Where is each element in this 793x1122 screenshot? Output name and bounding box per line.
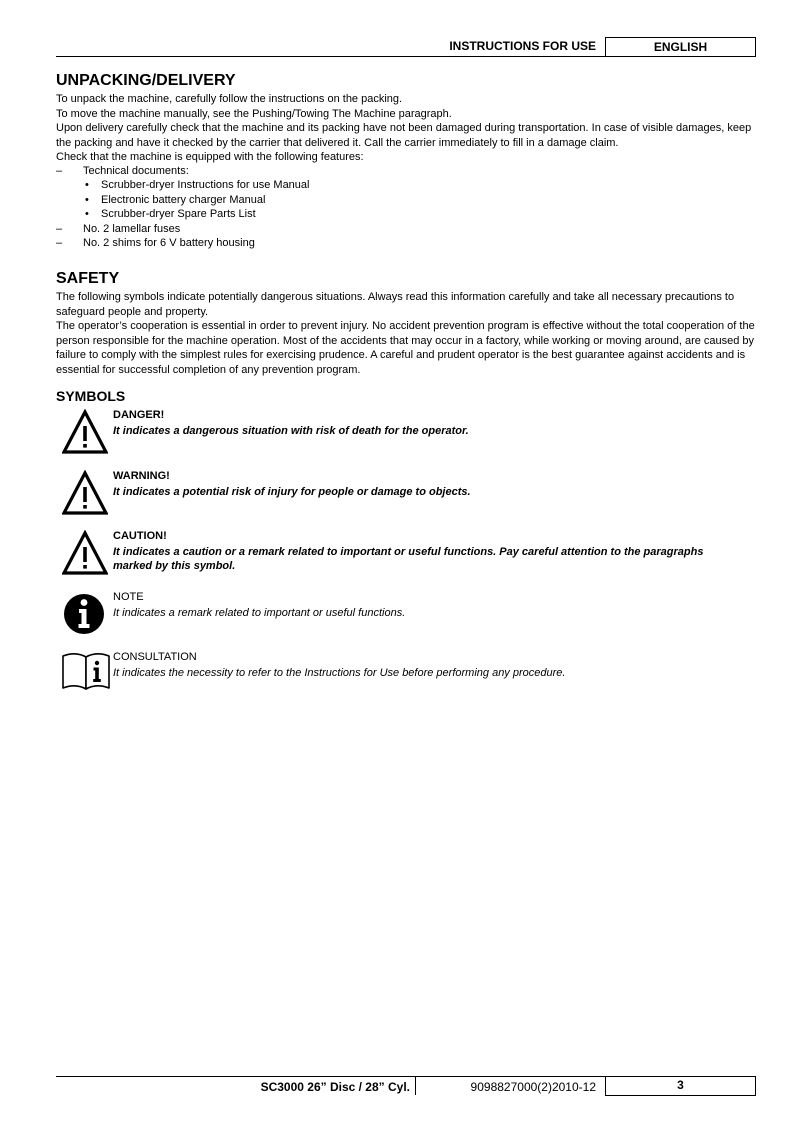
symbols-heading: SYMBOLS xyxy=(56,388,126,404)
safety-paragraph-2: The operator’s cooperation is essential in order to prevent injury. No accident prevention program is effective without the total cooperation of the person responsible for the machine operation. Most of the accidents that may occur in a factory, while working or moving around, are caused by failure to comply with the simplest rules for exercising prudence. A careful and prudent operator is the best guarantee against accidents and is essential for successful completion of any prevention program. xyxy=(56,320,755,376)
symbol-note-text: It indicates a remark related to important or useful functions. xyxy=(113,607,406,619)
info-circle-icon xyxy=(62,591,108,637)
features-list xyxy=(56,164,756,250)
footer-document-code: 9098827000(2)2010-12 xyxy=(470,1080,596,1094)
symbol-caution xyxy=(62,530,752,578)
symbol-consultation xyxy=(62,651,752,699)
unpacking-line-1: To unpack the machine, carefully follow the instructions on the packing. xyxy=(56,93,403,105)
symbol-warning-title: WARNING! xyxy=(113,470,170,482)
header-language-box: ENGLISH xyxy=(605,37,756,56)
symbol-danger xyxy=(62,409,752,457)
feature-shims: – No. 2 shims for 6 V battery housing xyxy=(56,236,756,250)
feature-doc-item: • Scrubber-dryer Spare Parts List xyxy=(56,207,756,221)
warning-triangle-icon xyxy=(62,409,108,455)
footer-separator xyxy=(415,1077,416,1095)
symbol-note-title: NOTE xyxy=(113,591,144,603)
safety-heading: SAFETY xyxy=(56,270,120,287)
symbol-note xyxy=(62,591,752,639)
open-book-icon xyxy=(62,651,110,691)
symbol-danger-title: DANGER! xyxy=(113,409,165,421)
feature-fuses: – No. 2 lamellar fuses xyxy=(56,222,756,236)
symbol-consultation-text: It indicates the necessity to refer to the Instructions for Use before performing any procedure. xyxy=(113,667,566,679)
unpacking-line-2: To move the machine manually, see the Pushing/Towing The Machine paragraph. xyxy=(56,107,452,120)
unpacking-heading: UNPACKING/DELIVERY xyxy=(56,72,236,89)
feature-technical-documents: – Technical documents: xyxy=(56,164,756,178)
unpacking-text xyxy=(56,92,756,165)
symbol-consultation-title: CONSULTATION xyxy=(113,651,197,663)
symbol-caution-text: It indicates a caution or a remark related to important or useful functions. Pay careful attention to the paragraphs marked by this symbol. xyxy=(113,546,704,573)
footer-model: SC3000 26” Disc / 28” Cyl. xyxy=(260,1080,410,1094)
header-rule xyxy=(56,56,756,57)
symbol-caution-title: CAUTION! xyxy=(113,530,167,542)
feature-doc-item: • Scrubber-dryer Instructions for use Manual xyxy=(56,178,756,192)
warning-triangle-icon xyxy=(62,530,108,576)
feature-doc-item: • Electronic battery charger Manual xyxy=(56,193,756,207)
unpacking-line-3: Upon delivery carefully check that the machine and its packing have not been damaged during transportation. In case of visible damages, keep the packing and have it checked by the carrier that delivered it. Call the carrier immediately to fill in a damage claim. xyxy=(56,122,752,149)
safety-paragraph-1: The following symbols indicate potentially dangerous situations. Always read this information carefully and take all necessary precautions to safeguard people and property. xyxy=(56,291,735,318)
symbol-warning xyxy=(62,470,752,518)
safety-text xyxy=(56,290,756,378)
symbol-danger-text: It indicates a dangerous situation with risk of death for the operator. xyxy=(113,425,469,437)
footer-page-number: 3 xyxy=(605,1077,756,1096)
warning-triangle-icon xyxy=(62,470,108,516)
header-section-title: INSTRUCTIONS FOR USE xyxy=(449,39,596,53)
symbol-warning-text: It indicates a potential risk of injury for people or damage to objects. xyxy=(113,486,471,498)
unpacking-line-4: Check that the machine is equipped with the following features: xyxy=(56,151,364,164)
